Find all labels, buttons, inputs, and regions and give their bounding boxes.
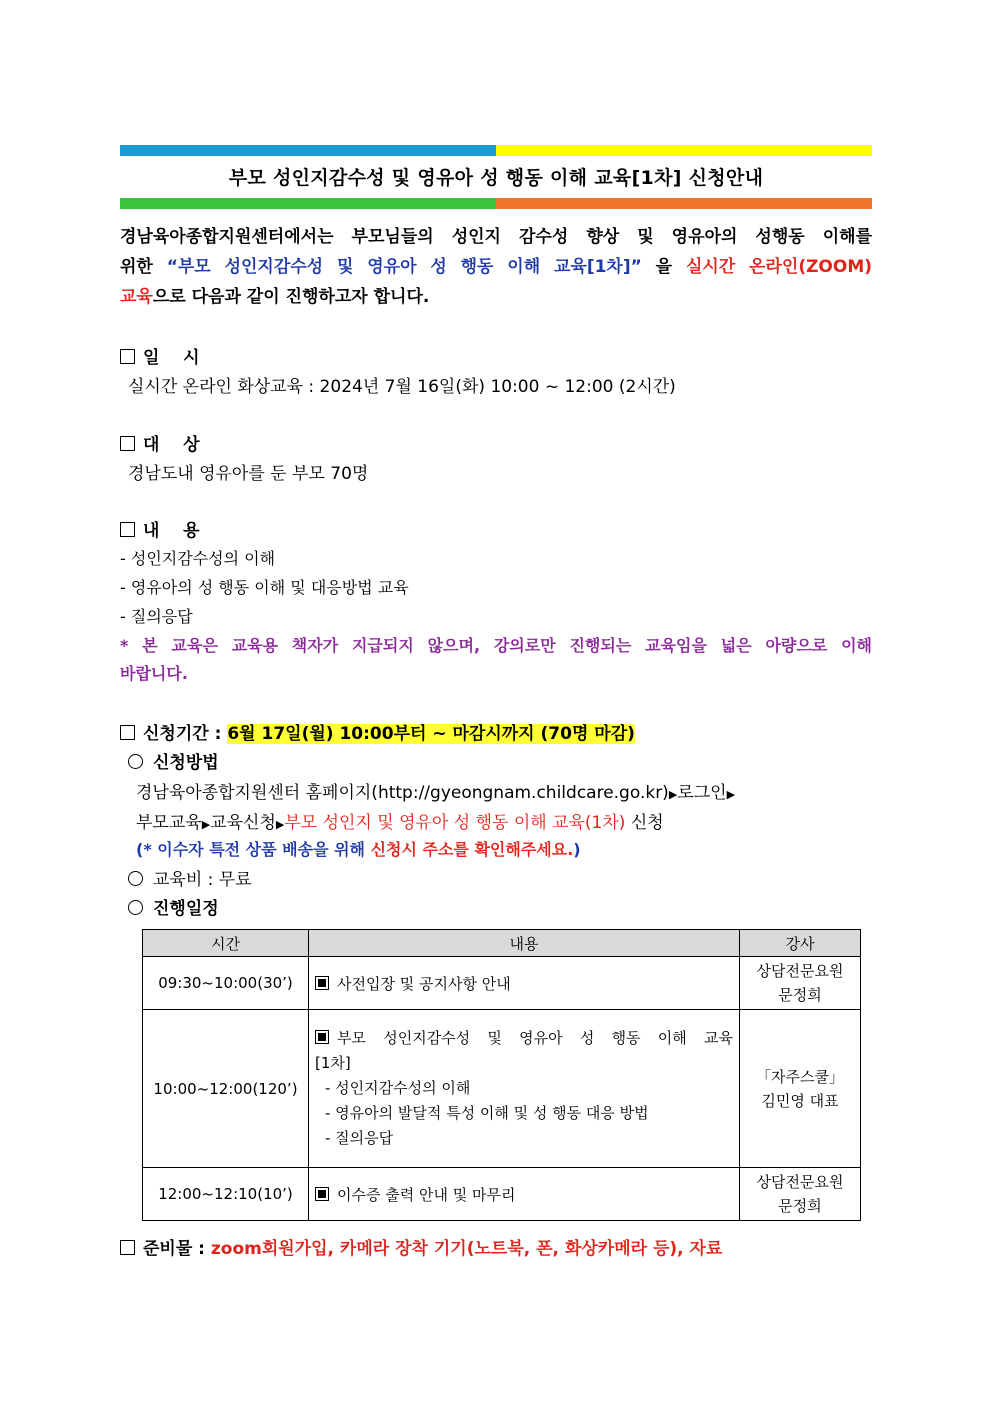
header-instructor: 강사 xyxy=(740,930,861,957)
apply-method-heading xyxy=(128,748,219,773)
row-time: 12:00~12:10(10’) xyxy=(143,1168,309,1221)
apply-notice xyxy=(136,837,581,860)
education-label: 교육 xyxy=(120,287,153,307)
instructor-line-1: 상담전문요원 xyxy=(756,962,844,980)
row-instructor xyxy=(740,1168,861,1221)
row-instructor xyxy=(740,957,861,1010)
datetime-heading xyxy=(120,343,200,368)
filled-square-icon xyxy=(315,1030,329,1044)
table-row xyxy=(143,957,861,1010)
instructor-line-2: 문정희 xyxy=(778,986,822,1004)
instructor-line-1: 상담전문요원 xyxy=(756,1173,844,1191)
apply-period-value: 6월 17일(월) 10:00부터 ~ 마감시까지 (70명 마감) xyxy=(227,724,635,744)
row-sub-item: - 성인지감수성의 이해 xyxy=(325,1079,471,1097)
row-time: 10:00~12:00(120’) xyxy=(143,1010,309,1168)
title-bar-top-left xyxy=(120,145,496,156)
row-content xyxy=(309,957,740,1010)
content-note-line-1: * 본 교육은 교육용 책자가 지급되지 않으며, 강의로만 진행되는 교육임을 넓은 아량으로 이해 xyxy=(120,636,872,655)
apply-method-line-1 xyxy=(136,778,735,803)
parent-edu-text: 부모교육 xyxy=(136,813,202,833)
notice-address-text: 신청시 주소를 확인해주세요. xyxy=(370,840,574,859)
intro-line-3 xyxy=(120,282,872,312)
row-time: 09:30~10:00(30’) xyxy=(143,957,309,1010)
homepage-text: 경남육아종합지원센터 홈페이지(http://gyeongnam.childcare.go.kr) xyxy=(136,783,669,803)
row-sub-item: - 영유아의 발달적 특성 이해 및 성 행동 대응 방법 xyxy=(325,1104,649,1122)
course-name-red: 부모 성인지 및 영유아 성 행동 이해 교육(1차) xyxy=(284,813,626,833)
intro-line-2 xyxy=(120,252,872,282)
intro-paragraph xyxy=(120,222,872,312)
title-bar-top-right xyxy=(496,145,872,156)
apply-period-label: 신청기간 : xyxy=(143,724,228,744)
title-bar-bottom-left xyxy=(120,198,496,209)
apply-method-label: 신청방법 xyxy=(153,753,219,773)
row-content-title-2: [1차] xyxy=(315,1054,351,1072)
content-heading xyxy=(120,516,200,541)
title-bar-bottom-right xyxy=(496,198,872,209)
fee-heading xyxy=(128,865,252,890)
arrow-right-icon: ▶ xyxy=(275,818,285,831)
row-sub-item: - 질의응답 xyxy=(325,1129,394,1147)
target-label: 대 상 xyxy=(143,435,200,455)
datetime-text: 실시간 온라인 화상교육 : 2024년 7월 16일(화) 10:00 ~ 12:00 (2시간) xyxy=(128,377,676,397)
checkbox-square-icon xyxy=(120,522,135,537)
row-instructor xyxy=(740,1010,861,1168)
row-content-title-line xyxy=(315,1026,733,1051)
intro-text: 을 xyxy=(641,257,686,277)
fee-text: 교육비 : 무료 xyxy=(153,870,252,890)
content-item: - 영유아의 성 행동 이해 및 대응방법 교육 xyxy=(120,578,409,597)
circle-bullet-icon xyxy=(128,900,143,915)
content-label: 내 용 xyxy=(143,521,200,541)
target-heading xyxy=(120,430,200,455)
header-content: 내용 xyxy=(309,930,740,957)
intro-line-1: 경남육아종합지원센터에서는 부모님들의 성인지 감수성 향상 및 영유아의 성행동 이해를 xyxy=(120,227,872,247)
intro-text: 으로 다음과 같이 진행하고자 합니다. xyxy=(152,287,430,307)
timeline-label: 진행일정 xyxy=(153,899,219,919)
arrow-right-icon: ▶ xyxy=(201,818,211,831)
filled-square-icon xyxy=(315,1187,329,1201)
instructor-line-2: 문정희 xyxy=(778,1197,822,1215)
edu-apply-text: 교육신청 xyxy=(210,813,276,833)
course-title-quote: “부모 성인지감수성 및 영유아 성 행동 이해 교육[1차]” xyxy=(166,257,642,277)
row-content xyxy=(309,1010,740,1168)
prep-label: 준비물 : xyxy=(143,1239,211,1259)
notice-text: ) xyxy=(573,840,581,859)
header-time: 시간 xyxy=(143,930,309,957)
checkbox-square-icon xyxy=(120,725,135,740)
table-row xyxy=(143,1168,861,1221)
intro-text: 위한 xyxy=(120,257,167,277)
checkbox-square-icon xyxy=(120,349,135,364)
apply-method-line-2 xyxy=(136,808,664,833)
instructor-line-1: 「자주스쿨」 xyxy=(756,1067,844,1086)
filled-square-icon xyxy=(315,976,329,990)
row-content-title: 이수증 출력 안내 및 마무리 xyxy=(337,1185,516,1204)
online-zoom-label: 실시간 온라인(ZOOM) xyxy=(685,257,873,277)
prep-text: zoom회원가입, 카메라 장착 기기(노트북, 폰, 화상카메라 등), 자료 xyxy=(210,1239,723,1259)
login-text: 로그인 xyxy=(677,783,727,803)
table-row xyxy=(143,1010,861,1168)
content-item: - 성인지감수성의 이해 xyxy=(120,549,276,568)
arrow-right-icon: ▶ xyxy=(726,788,736,801)
row-content xyxy=(309,1168,740,1221)
row-content-title: 사전입장 및 공지사항 안내 xyxy=(337,974,511,993)
target-text: 경남도내 영유아를 둔 부모 70명 xyxy=(128,464,369,484)
notice-text: (* 이수자 특전 상품 배송을 위해 xyxy=(136,840,371,859)
instructor-line-2: 김민영 대표 xyxy=(761,1091,839,1110)
datetime-label: 일 시 xyxy=(143,348,200,368)
checkbox-square-icon xyxy=(120,1240,135,1255)
row-content-title: 부모 성인지감수성 및 영유아 성 행동 이해 교육 xyxy=(337,1029,733,1047)
checkbox-square-icon xyxy=(120,436,135,451)
content-item: - 질의응답 xyxy=(120,607,193,626)
schedule-table xyxy=(142,929,861,1221)
apply-text: 신청 xyxy=(625,813,664,833)
prep-heading xyxy=(120,1234,722,1259)
circle-bullet-icon xyxy=(128,871,143,886)
arrow-right-icon: ▶ xyxy=(668,788,678,801)
timeline-heading xyxy=(128,894,219,919)
page-title: 부모 성인지감수성 및 영유아 성 행동 이해 교육[1차] 신청안내 xyxy=(228,167,764,189)
content-note-line-2: 바랍니다. xyxy=(120,664,188,683)
apply-period-heading xyxy=(120,719,635,744)
circle-bullet-icon xyxy=(128,754,143,769)
table-header-row xyxy=(143,930,861,957)
